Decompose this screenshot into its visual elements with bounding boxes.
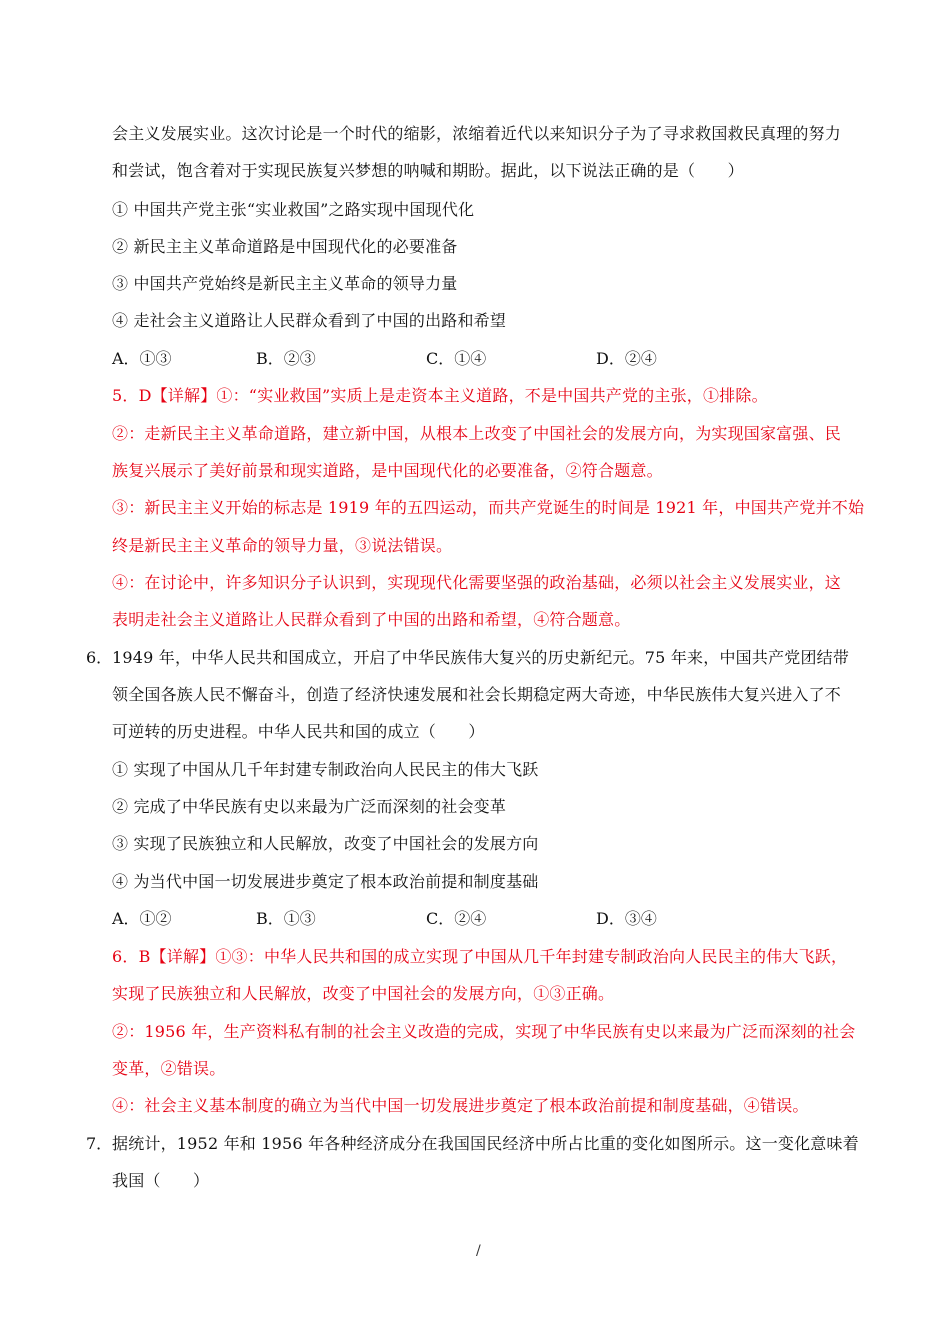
q5-option-a: A．①③ [112,349,172,368]
q6-option-d: D．③④ [596,909,657,928]
q5-answer-line-1: 5．D【详解】①：“实业救国”实质上是走资本主义道路，不是中国共产党的主张，①排除。 [112,386,768,405]
q5-answer-line-6: ④：在讨论中，许多知识分子认识到，实现现代化需要坚强的政治基础，必须以社会主义发展实业，这 [112,573,842,592]
q6-item-3: ③ 实现了民族独立和人民解放，改变了中国社会的发展方向 [112,834,539,853]
q6-item-4: ④ 为当代中国一切发展进步奠定了根本政治前提和制度基础 [112,872,539,891]
q6-option-a: A．①② [112,909,172,928]
q5-answer-line-2: ②：走新民主主义革命道路，建立新中国，从根本上改变了中国社会的发展方向，为实现国家富强、民 [112,424,842,443]
q7-stem-line-1: 据统计，1952 年和 1956 年各种经济成分在我国国民经济中所占比重的变化如图所示。这一变化意味着 [112,1134,859,1153]
q6-item-2: ② 完成了中华民族有史以来最为广泛而深刻的社会变革 [112,797,507,816]
q6-option-b: B．①③ [256,909,316,928]
q5-option-d: D．②④ [596,349,657,368]
q5-stem-line-1: 会主义发展实业。这次讨论是一个时代的缩影，浓缩着近代以来知识分子为了寻求救国救民真理的努力 [112,124,842,143]
q6-answer-line-3: ②：1956 年，生产资料私有制的社会主义改造的完成，实现了中华民族有史以来最为广泛而深刻的社会 [112,1022,856,1041]
q5-stem-line-2: 和尝试，饱含着对于实现民族复兴梦想的呐喊和期盼。据此，以下说法正确的是（ ） [112,161,744,180]
q6-answer-line-5: ④：社会主义基本制度的确立为当代中国一切发展进步奠定了根本政治前提和制度基础，④错误。 [112,1096,809,1115]
q7-number: 7． [86,1134,113,1153]
q6-answer-line-2: 实现了民族独立和人民解放，改变了中国社会的发展方向，①③正确。 [112,984,615,1003]
q6-answer-line-1: 6．B【详解】①③：中华人民共和国的成立实现了中国从几千年封建专制政治向人民民主的伟大飞跃， [112,947,848,966]
q5-item-1: ① 中国共产党主张“实业救国”之路实现中国现代化 [112,200,475,219]
q6-stem-line-2: 领全国各族人民不懈奋斗，创造了经济快速发展和社会长期稳定两大奇迹，中华民族伟大复兴进入了不 [112,685,842,704]
q5-answer-line-3: 族复兴展示了美好前景和现实道路，是中国现代化的必要准备，②符合题意。 [112,461,663,480]
q5-answer-line-7: 表明走社会主义道路让人民群众看到了中国的出路和希望，④符合题意。 [112,610,631,629]
q6-answer-line-4: 变革，②错误。 [112,1059,226,1078]
q5-option-b: B．②③ [256,349,316,368]
q6-stem-line-3: 可逆转的历史进程。中华人民共和国的成立（ ） [112,722,485,741]
page-footer-mark: / [476,1243,481,1259]
q6-option-c: C．②④ [426,909,487,928]
q5-answer-line-5: 终是新民主主义革命的领导力量，③说法错误。 [112,536,453,555]
q5-item-2: ② 新民主主义革命道路是中国现代化的必要准备 [112,237,458,256]
q6-stem-line-1: 1949 年，中华人民共和国成立，开启了中华民族伟大复兴的历史新纪元。75 年来，中国共产党团结带 [112,648,850,667]
q5-answer-line-4: ③：新民主主义开始的标志是 1919 年的五四运动，而共产党诞生的时间是 1921 年，中国共产党并不始 [112,498,865,517]
q5-item-3: ③ 中国共产党始终是新民主主义革命的领导力量 [112,274,458,293]
q5-item-4: ④ 走社会主义道路让人民群众看到了中国的出路和希望 [112,311,507,330]
q5-option-c: C．①④ [426,349,487,368]
q7-stem-line-2: 我国（ ） [112,1171,210,1190]
q6-number: 6． [86,648,113,667]
q6-item-1: ① 实现了中国从几千年封建专制政治向人民民主的伟大飞跃 [112,760,539,779]
